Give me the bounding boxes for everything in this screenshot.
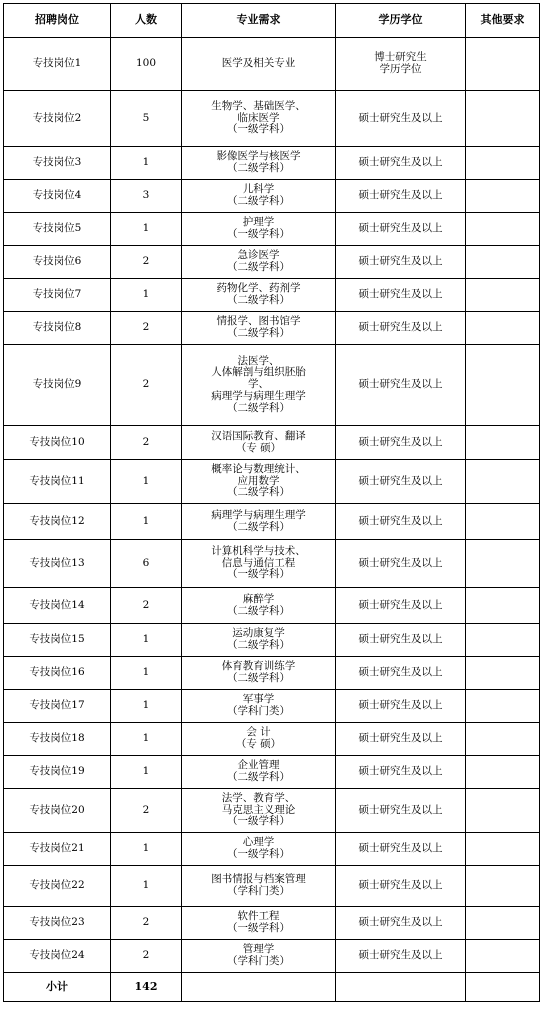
cell-education: 博士研究生 学历学位 (336, 38, 466, 91)
total-other-empty (466, 973, 540, 1002)
cell-position: 专技岗位7 (4, 279, 111, 312)
table-row (4, 213, 540, 246)
header-count: 人数 (111, 4, 182, 38)
cell-count: 2 (111, 588, 182, 624)
cell-count: 3 (111, 180, 182, 213)
cell-major: 情报学、图书馆学 （二级学科） (182, 312, 336, 345)
cell-education: 硕士研究生及以上 (336, 460, 466, 504)
cell-major: 软件工程 （一级学科） (182, 907, 336, 940)
cell-other (466, 657, 540, 690)
cell-count: 2 (111, 907, 182, 940)
cell-count: 2 (111, 940, 182, 973)
cell-position: 专技岗位20 (4, 789, 111, 833)
cell-count: 1 (111, 279, 182, 312)
total-label: 小计 (4, 973, 111, 1002)
cell-count: 1 (111, 460, 182, 504)
cell-education: 硕士研究生及以上 (336, 345, 466, 426)
cell-other (466, 624, 540, 657)
cell-education: 硕士研究生及以上 (336, 690, 466, 723)
table-row (4, 246, 540, 279)
cell-count: 2 (111, 312, 182, 345)
cell-count: 2 (111, 246, 182, 279)
recruitment-table (3, 3, 540, 1002)
cell-position: 专技岗位14 (4, 588, 111, 624)
cell-position: 专技岗位16 (4, 657, 111, 690)
table-row (4, 907, 540, 940)
table-row (4, 279, 540, 312)
cell-education: 硕士研究生及以上 (336, 657, 466, 690)
cell-other (466, 91, 540, 147)
cell-major: 计算机科学与技术、 信息与通信工程 （一级学科） (182, 540, 336, 588)
cell-count: 1 (111, 504, 182, 540)
cell-education: 硕士研究生及以上 (336, 147, 466, 180)
cell-count: 2 (111, 426, 182, 460)
cell-education: 硕士研究生及以上 (336, 246, 466, 279)
cell-education: 硕士研究生及以上 (336, 426, 466, 460)
cell-education: 硕士研究生及以上 (336, 213, 466, 246)
cell-position: 专技岗位10 (4, 426, 111, 460)
header-position: 招聘岗位 (4, 4, 111, 38)
cell-count: 2 (111, 789, 182, 833)
cell-major: 法学、教育学、 马克思主义理论 （一级学科） (182, 789, 336, 833)
cell-count: 6 (111, 540, 182, 588)
cell-count: 1 (111, 624, 182, 657)
cell-other (466, 213, 540, 246)
cell-count: 1 (111, 213, 182, 246)
cell-other (466, 460, 540, 504)
cell-other (466, 833, 540, 866)
table-row (4, 147, 540, 180)
table-row (4, 540, 540, 588)
cell-other (466, 540, 540, 588)
cell-position: 专技岗位13 (4, 540, 111, 588)
cell-other (466, 279, 540, 312)
table-row (4, 624, 540, 657)
cell-major: 体育教育训练学 （二级学科） (182, 657, 336, 690)
cell-count: 1 (111, 866, 182, 907)
cell-major: 生物学、基础医学、 临床医学 （一级学科） (182, 91, 336, 147)
cell-other (466, 723, 540, 756)
cell-major: 影像医学与核医学 （二级学科） (182, 147, 336, 180)
cell-education: 硕士研究生及以上 (336, 866, 466, 907)
cell-count: 2 (111, 345, 182, 426)
table-row (4, 460, 540, 504)
cell-education: 硕士研究生及以上 (336, 907, 466, 940)
cell-other (466, 940, 540, 973)
cell-other (466, 147, 540, 180)
table-row (4, 690, 540, 723)
cell-major: 军事学 （学科门类） (182, 690, 336, 723)
cell-position: 专技岗位17 (4, 690, 111, 723)
cell-education: 硕士研究生及以上 (336, 91, 466, 147)
cell-count: 100 (111, 38, 182, 91)
cell-education: 硕士研究生及以上 (336, 833, 466, 866)
cell-major: 运动康复学 （二级学科） (182, 624, 336, 657)
table-row (4, 789, 540, 833)
table-row (4, 940, 540, 973)
table-row (4, 657, 540, 690)
cell-major: 管理学 （学科门类） (182, 940, 336, 973)
cell-position: 专技岗位18 (4, 723, 111, 756)
cell-education: 硕士研究生及以上 (336, 588, 466, 624)
table-row (4, 91, 540, 147)
cell-education: 硕士研究生及以上 (336, 723, 466, 756)
cell-education: 硕士研究生及以上 (336, 789, 466, 833)
cell-major: 护理学 （一级学科） (182, 213, 336, 246)
cell-other (466, 312, 540, 345)
table-row (4, 504, 540, 540)
cell-position: 专技岗位12 (4, 504, 111, 540)
cell-count: 1 (111, 833, 182, 866)
table-row (4, 38, 540, 91)
cell-education: 硕士研究生及以上 (336, 540, 466, 588)
cell-count: 1 (111, 723, 182, 756)
cell-major: 汉语国际教育、翻译 （专 硕） (182, 426, 336, 460)
cell-education: 硕士研究生及以上 (336, 312, 466, 345)
cell-position: 专技岗位24 (4, 940, 111, 973)
cell-other (466, 180, 540, 213)
cell-position: 专技岗位9 (4, 345, 111, 426)
cell-position: 专技岗位23 (4, 907, 111, 940)
header-other: 其他要求 (466, 4, 540, 38)
cell-education: 硕士研究生及以上 (336, 504, 466, 540)
cell-major: 企业管理 （二级学科） (182, 756, 336, 789)
cell-major: 心理学 （一级学科） (182, 833, 336, 866)
cell-major: 会 计 （专 硕） (182, 723, 336, 756)
table-row (4, 180, 540, 213)
table-body (4, 38, 540, 973)
header-major: 专业需求 (182, 4, 336, 38)
total-row (4, 973, 540, 1002)
cell-major: 图书情报与档案管理 （学科门类） (182, 866, 336, 907)
cell-other (466, 588, 540, 624)
cell-major: 药物化学、药剂学 （二级学科） (182, 279, 336, 312)
cell-other (466, 345, 540, 426)
table-row (4, 723, 540, 756)
cell-position: 专技岗位11 (4, 460, 111, 504)
cell-other (466, 756, 540, 789)
cell-position: 专技岗位22 (4, 866, 111, 907)
cell-major: 儿科学 （二级学科） (182, 180, 336, 213)
cell-count: 1 (111, 147, 182, 180)
cell-other (466, 690, 540, 723)
header-row (4, 4, 540, 38)
cell-position: 专技岗位3 (4, 147, 111, 180)
cell-position: 专技岗位19 (4, 756, 111, 789)
cell-other (466, 246, 540, 279)
cell-position: 专技岗位6 (4, 246, 111, 279)
cell-other (466, 426, 540, 460)
cell-position: 专技岗位2 (4, 91, 111, 147)
cell-education: 硕士研究生及以上 (336, 756, 466, 789)
cell-other (466, 866, 540, 907)
table-row (4, 588, 540, 624)
cell-major: 法医学、 人体解剖与组织胚胎 学、 病理学与病理生理学 （二级学科） (182, 345, 336, 426)
cell-position: 专技岗位21 (4, 833, 111, 866)
table-row (4, 345, 540, 426)
cell-position: 专技岗位1 (4, 38, 111, 91)
cell-count: 1 (111, 756, 182, 789)
header-education: 学历学位 (336, 4, 466, 38)
cell-education: 硕士研究生及以上 (336, 279, 466, 312)
cell-education: 硕士研究生及以上 (336, 624, 466, 657)
cell-major: 医学及相关专业 (182, 38, 336, 91)
cell-count: 5 (111, 91, 182, 147)
cell-other (466, 789, 540, 833)
cell-count: 1 (111, 690, 182, 723)
total-major-empty (182, 973, 336, 1002)
cell-other (466, 38, 540, 91)
total-education-empty (336, 973, 466, 1002)
table-row (4, 756, 540, 789)
table-row (4, 833, 540, 866)
cell-major: 急诊医学 （二级学科） (182, 246, 336, 279)
cell-education: 硕士研究生及以上 (336, 180, 466, 213)
cell-position: 专技岗位15 (4, 624, 111, 657)
cell-major: 麻醉学 （二级学科） (182, 588, 336, 624)
table-row (4, 866, 540, 907)
cell-education: 硕士研究生及以上 (336, 940, 466, 973)
table-row (4, 426, 540, 460)
cell-position: 专技岗位4 (4, 180, 111, 213)
table-row (4, 312, 540, 345)
cell-count: 1 (111, 657, 182, 690)
cell-major: 概率论与数理统计、 应用数学 （二级学科） (182, 460, 336, 504)
total-count: 142 (111, 973, 182, 1002)
cell-other (466, 504, 540, 540)
cell-major: 病理学与病理生理学 （二级学科） (182, 504, 336, 540)
cell-position: 专技岗位8 (4, 312, 111, 345)
cell-position: 专技岗位5 (4, 213, 111, 246)
cell-other (466, 907, 540, 940)
